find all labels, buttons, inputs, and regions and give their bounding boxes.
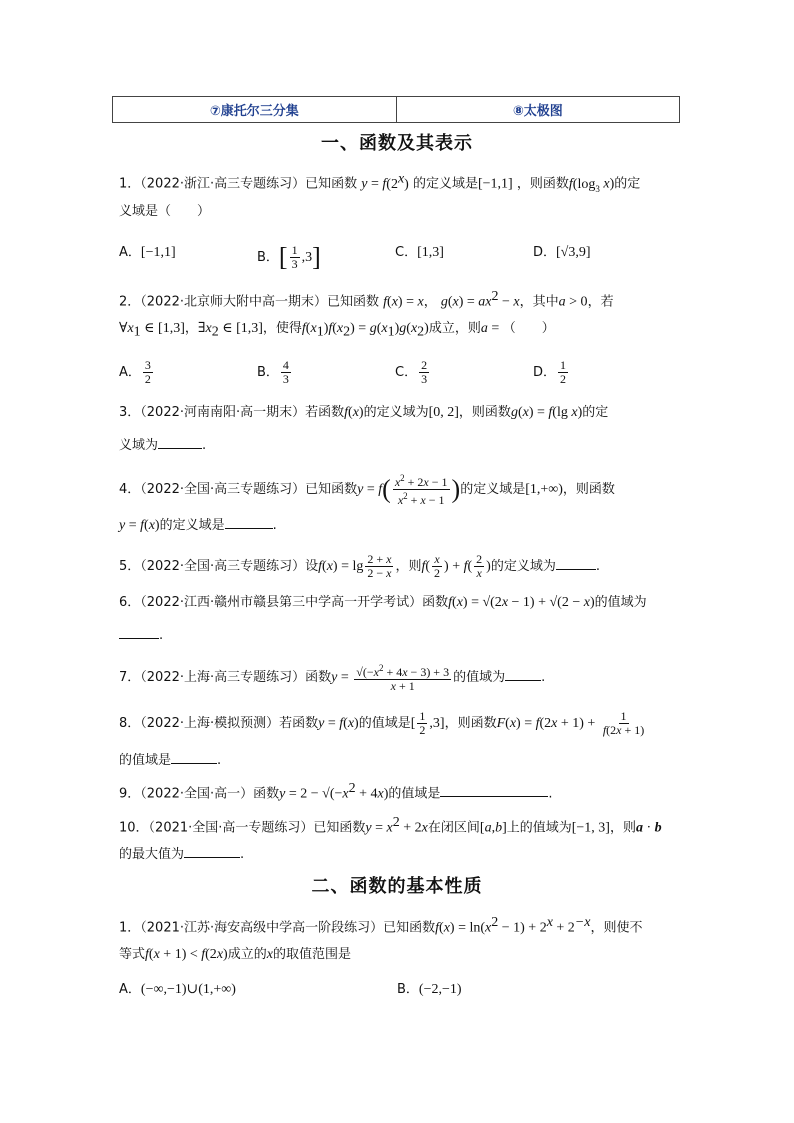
q5-text: 5．（2022·全国·高三专题练习）设 — [119, 559, 319, 574]
s2q1-option-a[interactable]: A．(−∞,−1)∪(1,+∞) — [119, 982, 236, 997]
q10-text: 10．（2021·全国·高一专题练习）已知函数 — [119, 820, 366, 836]
q6-text-2: 的值域为 — [594, 595, 647, 610]
q2-option-c[interactable]: C． $\frac{2}{3}$ — [395, 358, 428, 386]
q3-text-5: 义域为 — [119, 438, 159, 453]
q10-text-5: 的最大值为 — [119, 847, 185, 862]
q1-option-a[interactable]: A．[−1,1] — [119, 245, 176, 260]
s2q1-text-2: ，则使不 — [590, 920, 643, 936]
q3-text-4: 的定 — [582, 405, 609, 420]
q9-text: 9．（2022·全国·高一）函数 — [119, 786, 280, 802]
q8-text-3: ，则函数 — [444, 716, 497, 731]
s2-question-1-line-1: 1．（2021·江苏·海安高级中学高一阶段练习）已知函数$f(x) = \ln(x^2 - 1) + 2^x + 2^{-x}$，则使不 — [119, 915, 643, 936]
q7-text: 7．（2022·上海·高三专题练习）函数 — [119, 670, 332, 685]
question-2-options — [119, 359, 699, 386]
s2q1-text-3: 等式 — [119, 947, 146, 962]
question-6-line-1: 6．（2022·江西·赣州市赣县第三中学高一开学考试）函数f(x) = √(2x − 1) + √(2 − x)的值域为 — [119, 595, 647, 610]
s2-question-1-options — [119, 981, 699, 999]
header-table — [112, 96, 680, 123]
question-2-line-2: $\forall x_1$ ∈ [1,3]，$\exists x_2$ ∈ [1,3]，使得$f(x_1)f(x_2) = g(x_1)g(x_2)$成立，则a = （ ） — [119, 321, 555, 340]
answer-blank[interactable] — [184, 844, 240, 858]
q2-text-3: ，若 — [587, 294, 614, 310]
answer-blank[interactable] — [440, 783, 548, 797]
q1-option-c[interactable]: C．[1,3] — [395, 245, 444, 260]
q2-text-5: 成立，则 — [428, 321, 481, 336]
question-4-line-1: 4．（2022·全国·高三专题练习）已知函数y = f( $\frac{x^2 + 2x - 1}{x^2 + x - 1}$ )的定义域是[1,+∞)，则函数 — [119, 473, 615, 507]
q8-text-2: 的值域是 — [358, 716, 411, 731]
s2q1-text: 1．（2021·江苏·海安高级中学高一阶段练习）已知函数 — [119, 920, 436, 936]
answer-blank[interactable] — [119, 625, 159, 639]
q3-text: 3．（2022·河南南阳·高一期末）若函数 — [119, 405, 345, 420]
q4-text-4: 的定义域是 — [159, 518, 225, 533]
q2-text-6: （ ） — [502, 321, 555, 336]
q1-text-3: ，则函数 — [516, 176, 569, 192]
q2-text-2: ，其中 — [519, 294, 559, 310]
s2q1-option-b[interactable]: B．(−2,−1) — [397, 982, 462, 997]
answer-blank[interactable] — [505, 667, 541, 681]
q10-text-3: 上的值域为 — [506, 820, 572, 836]
section-title-1: 一、函数及其表示 — [321, 133, 473, 154]
answer-blank[interactable] — [556, 556, 596, 570]
question-10-line-2: 的最大值为 . — [119, 844, 244, 864]
question-7: 7．（2022·上海·高三专题练习）函数y = $\frac{√(-x^2 + 4x - 3) + 3}{x + 1}$ 的值域为 . — [119, 663, 546, 693]
q7-text-2: 的值域为 — [453, 670, 506, 685]
question-4-line-2: y = f(x)的定义域是 . — [119, 515, 277, 535]
question-3-line-2: 义域为 . — [119, 435, 206, 455]
q5-text-2: ，则 — [395, 559, 422, 574]
answer-blank[interactable] — [158, 435, 202, 449]
answer-blank[interactable] — [171, 750, 217, 764]
table-cell-taiji: ⑧太极图 — [396, 97, 680, 122]
q10-text-4: ，则 — [609, 820, 636, 836]
question-8-line-2: 的值域是 . — [119, 750, 221, 770]
question-1-line-2: 义域是（ ） — [119, 204, 211, 219]
q2-option-d[interactable]: D． $\frac{1}{2}$ — [533, 358, 567, 386]
q1-text: 1．（2022·浙江·高三专题练习）已知函数 — [119, 176, 358, 192]
q8-text-4: 的值域是 — [119, 753, 172, 768]
q1-option-b[interactable]: B．[ $\frac{1}{3}$ ,3] — [257, 242, 321, 272]
s2q1-text-4: 成立的 — [227, 947, 267, 962]
q3-text-2: 的定义域为 — [363, 405, 429, 420]
question-1-line-1: 1．（2022·浙江·高三专题练习）已知函数 $y = f(2^x)$ 的定义域是[−1,1] ，则函数$f(\log_3$ x)的定 — [119, 171, 641, 194]
s2-question-1-line-2: 等式f(x + 1) < f(2x)成立的x的取值范围是 — [119, 947, 351, 962]
q1-option-d[interactable]: D．[√3,9] — [533, 245, 591, 260]
question-8-line-1: 8．（2022·上海·模拟预测）若函数y = f(x)的值域是[ $\frac{1}{2}$ ,3]，则函数F(x) = f(2x + 1) + $\frac{1}{f(2x + 1)}$ — [119, 709, 645, 737]
section-title-2: 二、函数的基本性质 — [311, 876, 483, 897]
q6-text: 6．（2022·江西·赣州市赣县第三中学高一开学考试）函数 — [119, 595, 449, 610]
s2q1-text-5: 的取值范围是 — [272, 947, 351, 962]
question-9: 9．（2022·全国·高一）函数$y = 2 - √(-x^2 + 4x)$的值域是 . — [119, 781, 553, 802]
q2-text-4: ，使得 — [262, 321, 302, 336]
q10-text-2: 在闭区间 — [427, 820, 480, 836]
q4-text-3: ，则函数 — [562, 482, 615, 497]
q8-text: 8．（2022·上海·模拟预测）若函数 — [119, 716, 319, 731]
question-5: 5．（2022·全国·高三专题练习）设f(x) = lg $\frac{2 + x}{2 - x}$ ，则f( $\frac{x}{2}$ ) + f( $\frac{2}{x}$ )的定义域为 . — [119, 552, 600, 580]
q2-option-a[interactable]: A． $\frac{3}{2}$ — [119, 358, 151, 386]
question-10-line-1: 10．（2021·全国·高一专题练习）已知函数$y = x^2 + 2x$在闭区间[a,b]上的值域为[−1, 3]，则a · b — [119, 815, 662, 836]
q2-option-b[interactable]: B． $\frac{4}{3}$ — [257, 358, 289, 386]
question-1-options — [119, 244, 699, 271]
q2-text: 2．（2022·北京师大附中高一期末）已知函数 — [119, 294, 379, 310]
question-2-line-1: 2．（2022·北京师大附中高一期末）已知函数 f(x) = x， $g(x) = ax^2 - x$，其中a > 0，若 — [119, 289, 614, 310]
q1-text-4: 的定 — [614, 176, 641, 192]
q1-text-2: 的定义域是 — [412, 176, 478, 192]
question-6-line-2: . — [119, 625, 163, 645]
question-3-line-1: 3．（2022·河南南阳·高一期末）若函数f(x)的定义域为[0, 2]，则函数g(x) = f(lg x)的定 — [119, 405, 609, 420]
answer-blank[interactable] — [225, 515, 273, 529]
q4-text: 4．（2022·全国·高三专题练习）已知函数 — [119, 482, 358, 497]
q4-text-2: 的定义域是 — [460, 482, 526, 497]
q3-text-3: ，则函数 — [458, 405, 511, 420]
table-cell-cantor: ⑦康托尔三分集 — [209, 104, 299, 119]
q9-text-2: 的值域是 — [388, 786, 441, 802]
q5-text-3: 的定义域为 — [490, 559, 556, 574]
